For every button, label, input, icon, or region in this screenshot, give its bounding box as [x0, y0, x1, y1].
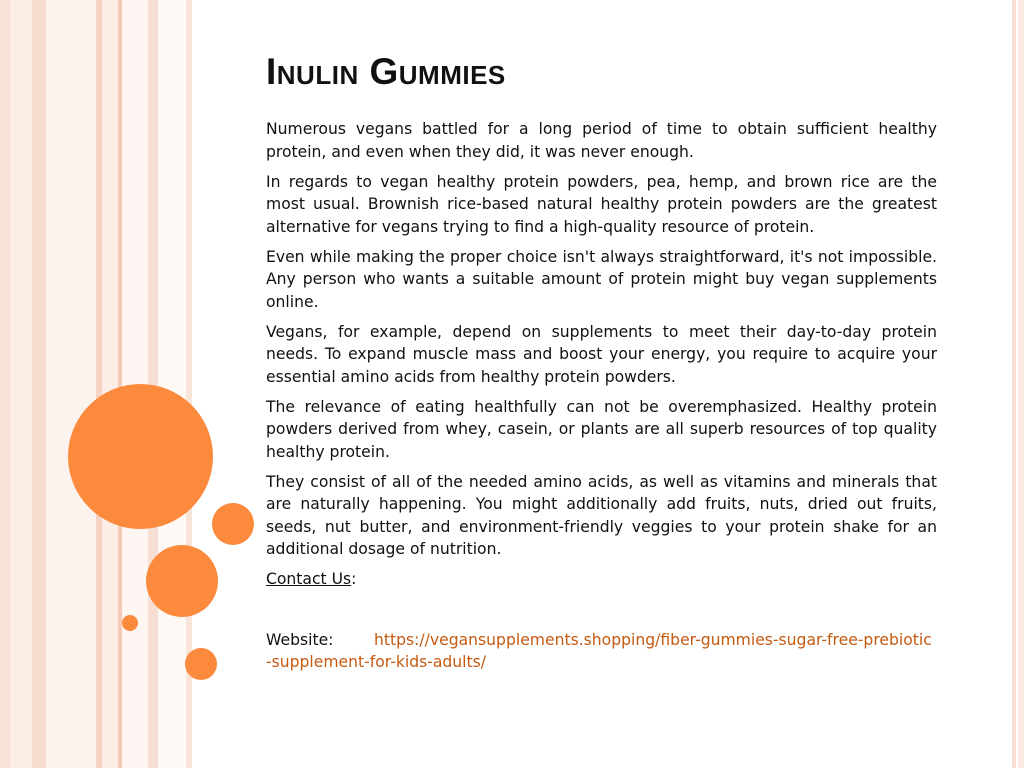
- body-paragraph: Numerous vegans battled for a long period of time to obtain sufficient healthy protein, and even when they did, it was never enough.: [266, 120, 937, 161]
- decorative-stripe: [10, 0, 32, 768]
- body-paragraph: The relevance of eating healthfully can not be overemphasized. Healthy protein powders derived from whey, casein, or plants are all superb resources of top quality healthy protein.: [266, 397, 937, 461]
- decorative-stripe: [102, 0, 118, 768]
- contact-line: [266, 568, 937, 591]
- decorative-circle-large: [68, 384, 213, 529]
- website-label: Website:: [266, 630, 334, 649]
- body-paragraph: In regards to vegan healthy protein powders, pea, hemp, and brown rice are the most usual. Brownish rice-based natural healthy protein powders are the greatest alternative for vegans trying to find a high-quality resource of protein.: [266, 172, 937, 236]
- decorative-stripe: [158, 0, 186, 768]
- slide-title: Inulin Gummies: [266, 51, 506, 92]
- decorative-stripe: [32, 0, 46, 768]
- contact-us-link[interactable]: Contact Us: [266, 570, 352, 588]
- decorative-stripe: [46, 0, 96, 768]
- decorative-stripe: [0, 0, 10, 768]
- contact-colon: :: [351, 570, 357, 588]
- slide-content: [266, 50, 937, 674]
- decorative-circle-tiny: [122, 615, 138, 631]
- website-url-link[interactable]: https://vegansupplements.shopping/fiber-gummies-sugar-free-prebiotic-supplement-for-kids-adults/: [266, 630, 932, 671]
- decorative-stripe: [1012, 0, 1016, 768]
- decorative-circle-small: [212, 503, 254, 545]
- decorative-circle-medium: [146, 545, 218, 617]
- body-paragraph: Vegans, for example, depend on supplements to meet their day-to-day protein needs. To expand muscle mass and boost your energy, you require to acquire your essential amino acids from healthy protein powders.: [266, 322, 937, 386]
- decorative-stripe: [1018, 0, 1024, 768]
- website-line: [266, 629, 937, 674]
- body-paragraph: They consist of all of the needed amino acids, as well as vitamins and minerals that are naturally happening. You might additionally add fruits, nuts, dried out fruits, seeds, nut butter, and environment-friendly veggies to your protein shake for an additional dosage of nutrition.: [266, 472, 937, 558]
- decorative-circle-small: [185, 648, 217, 680]
- body-paragraph: Even while making the proper choice isn't always straightforward, it's not impossible. Any person who wants a suitable amount of protein might buy vegan supplements online.: [266, 247, 937, 311]
